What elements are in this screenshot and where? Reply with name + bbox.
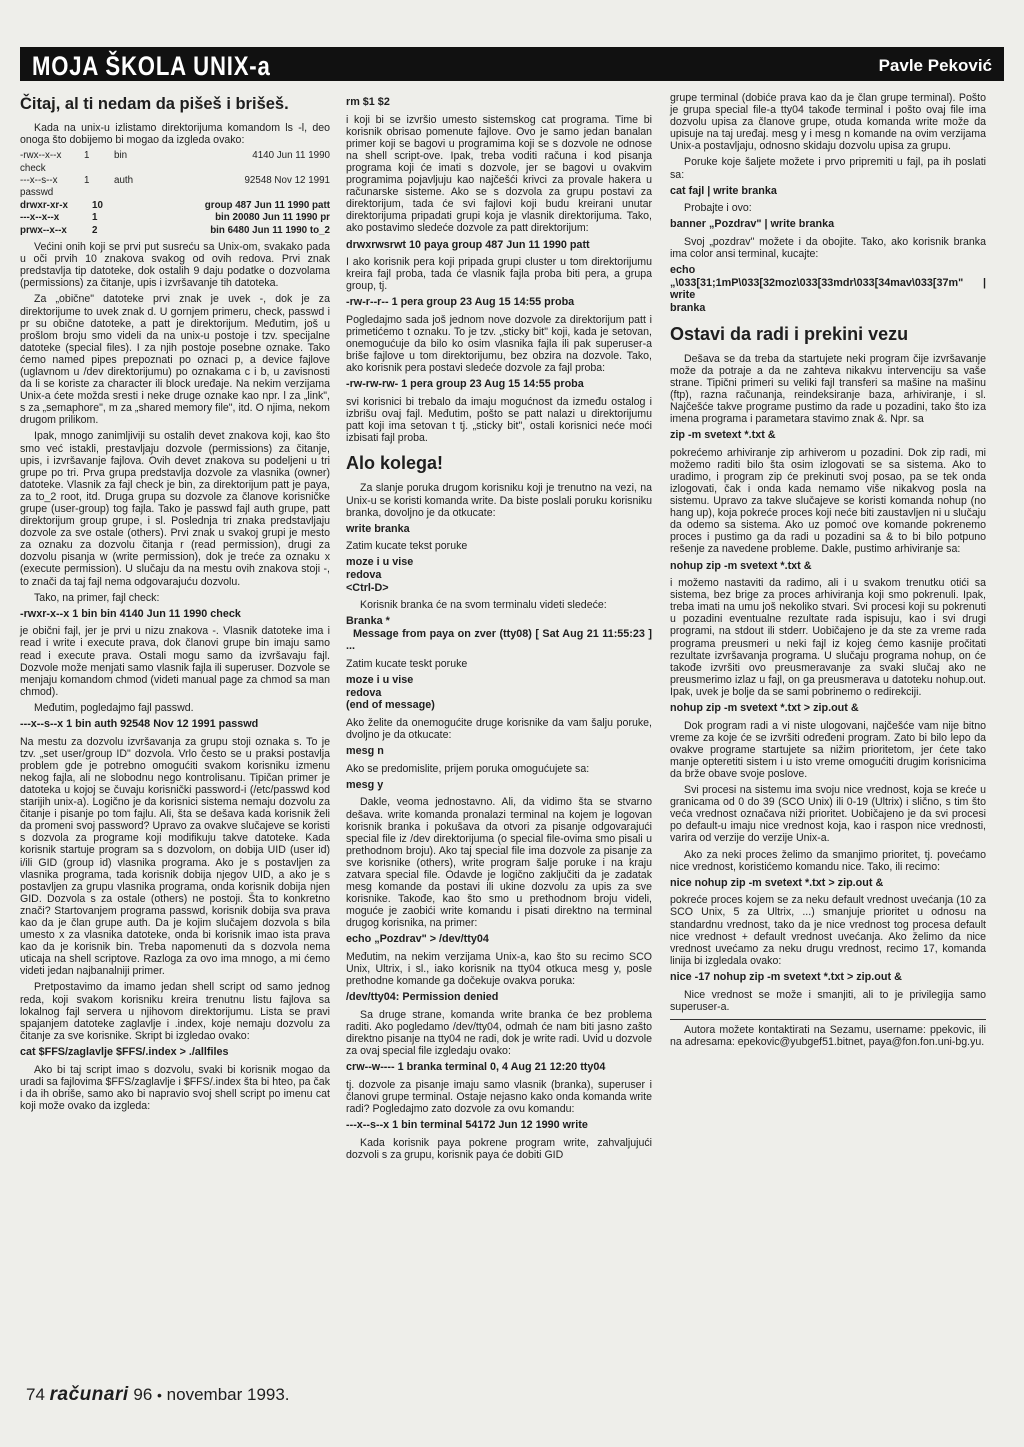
column-1 [20,92,330,1116]
paragraph: Poruke koje šaljete možete i prvo pripremiti u fajl, pa ih poslati sa: [670,156,986,181]
column-3 [670,92,986,1052]
paragraph: i možemo nastaviti da radimo, ali i u svakom trenutku otići sa sistema, bez brige za proces arhiviranja koji smo pokrenuli. Ipak, treba imati na umu još nekoliko stvari. Svi procesi koji su pokrenuti u pozadini eventualne rezultate rada ispisuju, kao i svi drugi programi, na stdout ili stderr. Uobičajeno je da ste za vreme rada programa preusmeri u neki fajl iz kojeg ćemo kasnije pročitati rezultate izvršavanja programa. U slučaju programa nohup, on će takođe izvršiti ovo preusmeravanje za svaki slučaj ako ne preusmerimo izlaz u fajl, on ga preusmerava u datoteku nohup.out. Ipak, uvek je bolje da se sami pobrinemo o redirekciji. [670,577,986,698]
author-name: Pavle Peković [878,56,992,75]
issue-date: novembar 1993. [166,1385,290,1404]
command-example: rm $1 $2 [346,96,390,108]
article-heading: Čitaj, al ti nedam da pišeš i brišeš. [20,95,289,113]
paragraph: je obični fajl, jer je prvi u nizu znakova -. Vlasnik datoteke ima i read i write i execute prava, dok članovi grupe bin imaju samo read i execute prava. Ostali mogu samo da izvršavaju fajl. Dozvole može menjati samo vlasnik fajla ili superuser. Dozvole se menjaju komandom chmod (videti manual page za chmod sa man chmod). [20,625,330,698]
paragraph: grupe terminal (dobiće prava kao da je član grupe terminal). Pošto je grupa special file-a tty04 takođe terminal i pošto ovaj file ima dozvolu upisa za članove grupe, otuda komanda write može da upisuje na taj uređaj. mesg y i mesg n komande na ovim verzijama Unix-a postavljaju, odnosno skidaju dozvolu upisa za grupu. [670,92,986,153]
terminal-output: Branka * Message from paya on zver (tty08) [ Sat Aug 21 11:55:23 ] ... [346,615,652,653]
command-example: echo „\033[31;1mP\033[32moz\033[33mdr\033[34mav\033[37m" | write branka [670,264,986,314]
listing-row: ---x--x--x 1 bin 20080 Jun 11 1990 pr [20,212,330,224]
paragraph: pokreće proces kojem se za neku default vrednost uvećanja (10 za SCO Unix, 5 za Ultrix, ...) smanjuje prioritet u odnosu na standardnu vrednost, tako da je nice vrednost tog procesa default nice vrednost + default vrednost uvećanja. Ako želimo da nice vrednost uvećamo za neku drugu vrednost, recimo 17, komanda linija bi izgledala ovako: [670,894,986,967]
paragraph: Za slanje poruka drugom korisniku koji je trenutno na vezi, na Unix-u se koristi komanda write. Da biste poslali poruku korisniku branka, dovoljno je da otkucate: [346,482,652,519]
paragraph: Zatim kucate tekst poruke [346,540,468,553]
paragraph: Ako bi taj script imao s dozvolu, svaki bi korisnik mogao da uradi sa fajlovima $FFS/zaglavlje i $FFS/.index šta bi hteo, pa čak i da ih obriše, samo ako bi napravio svoj shell script po imenu cat koji može ovako da izgleda: [20,1063,330,1112]
paragraph: Većini onih koji se prvi put susreću sa Unix-om, svakako pada u oči prvih 10 znakova svakog od ovih redova. Prvi znak predstavlja tip datoteke, dok ostalih 9 daju podatke o dozvolama (permissions) za čitanje, upis i izvršavanje tih datoteka. [20,241,330,290]
paragraph: Kada korisnik paya pokrene program write, zahvaljujući dozvoli s za grupu, korisnik paya će dobiti GID [346,1136,652,1161]
paragraph: i koji bi se izvršio umesto sistemskog cat programa. Time bi korisnik obrisao pomenute fajlove. Ovo je samo jedan banalan primer koji se bagovi u programima koji se s dozvole ne odnose na shell script-ove. Ipak, treba voditi računa i kod pisanja programa koji će imati s dozvole, jer se bagovi u ovakvim programima pojavljuju kao najčešći krivci za provale hakera u računarske sisteme. Ako se s dozvola za grupu postavi za direktorijum, tada će svi fajlovi koji budu kreirani unutar direktorijuma pripadati grupi koja je vlasnik direktorijuma. Tako, ako postavimo sledeće dozvole za patt direktorijum: [346,113,652,235]
paragraph: Korisnik branka će na svom terminalu videti sledeće: [360,599,607,612]
command-example: ---x--s--x 1 bin auth 92548 Nov 12 1991 passwd [20,718,259,730]
paragraph: Dakle, veoma jednostavno. Ali, da vidimo šta se stvarno dešava. write komanda pronalazi terminal na kojem je logovan korisnik branka i pokušava da otvori za pisanje odgovarajući special file iz /dev direktorijuma (o special file-ovima smo pisali u prethodnom broju). Ako taj special file ima dozvole za pisanje za sve korisnike (others), write program šalje poruke i na kraju zatvara special file. Odavde je logično zaključiti da je zadatak mesg komande da postavi ili ukine dozvolu za upis za sve korisnike. Takođe, kao što smo u prethodnom broju videli, moguće je zaobići write komandu i pisati direktno na terminal drugog korisnika, na primer: [346,796,652,930]
author-contact-note: Autora možete kontaktirati na Sezamu, username: ppekovic, ili na adresama: epekovic@yubgef51.bitnet, paya@fon.fon.uni-bg.yu. [670,1023,986,1048]
paragraph: Dešava se da treba da startujete neki program čije izvršavanje može da potraje a da ne zahteva nikakvu intervenciju sa vaše strane. Tipični primeri su veliki fajl transferi sa mašine na mašinu (ftp), razna računanja, reindeksiranje baza, arhiviranje, i sl. Najčešće takve programe pustimo da rade u pozadini, tako što iza imena programa i parametara stavimo znak &. Npr. sa [670,352,986,425]
command-example: write branka [346,522,410,535]
series-title: MOJA ŠKOLA UNIX-a [32,51,271,81]
paragraph: I ako korisnik pera koji pripada grupi cluster u tom direktorijumu kreira fajl proba, tada će vlasnik fajla proba biti pera, a grupa group, tj. [346,256,652,293]
command-example: mesg y [346,778,384,791]
listing-row: ---x--s--x 1 auth 92548 Nov 12 1991 [20,175,330,186]
divider [670,1019,986,1020]
paragraph: Svoj „pozdrav" možete i da obojite. Tako, ako korisnik branka ima color ansi terminal, kucajte: [670,235,986,261]
command-example: nohup zip -m svetext *.txt & [670,559,812,572]
command-example: drwxrwsrwt 10 paya group 487 Jun 11 1990 patt [346,238,590,251]
paragraph: Kada na unix-u izlistamo direktorijuma komandom ls -l, deo onoga što dobijemo bi mogao da izgleda ovako: [20,122,330,147]
command-example: crw--w---- 1 branka terminal 0, 4 Aug 21 12:20 tty04 [346,1061,606,1074]
command-example: zip -m svetext *.txt & [670,429,776,442]
paragraph: Sa druge strane, komanda write branka će bez problema raditi. Ako pogledamo /dev/tty04, odmah će nam biti jasno zašto direktno pisanje na tty04 ne radi, dok je write radi. Uvid u dozvole za ovaj special file izgledaju ovako: [346,1008,652,1058]
section-heading: Ostavi da radi i prekini vezu [670,323,909,344]
paragraph: Međutim, pogledajmo fajl passwd. [34,701,194,714]
listing-name: passwd [20,187,54,199]
ls-listing [20,150,330,237]
paragraph: Zatim kucate teskt poruke [346,658,468,671]
paragraph: Svi procesi na sistemu ima svoju nice vrednost, koja se kreće u granicama od 0 do 39 (SCO Unix) ili 0-19 (Ultrix) i slično, s tim što veća vrednost označava niži prioritet. Uobičajeno je da svi procesi po default-u imaju nice vrednost koja, kao i raspon nice vrednosti, varira od verzije do verzije Unix-a. [670,784,986,845]
command-example: nice nohup zip -m svetext *.txt > zip.out & [670,876,884,889]
command-example: nice -17 nohup zip -m svetext *.txt > zip.out & [670,970,902,983]
command-example: cat fajl | write branka [670,184,777,197]
command-example: moze i u vise redova <Ctrl-D> [346,556,414,594]
paragraph: Dok program radi a vi niste ulogovani, najčešće vam nije bitno vreme za koje će se izvršiti određeni program. Zato bi bilo lepo da ovakve programe startujete sa nižim prioritetom, jer ćete tako manje opteretiti sistem i u isto vreme omogućiti drugim korisnicima da brže obave svoje poslove. [670,719,986,780]
command-example: nohup zip -m svetext *.txt > zip.out & [670,702,859,715]
column-2 [346,92,652,1165]
paragraph: Na mestu za dozvolu izvršavanja za grupu stoji oznaka s. To je tzv. „set user/group ID" dozvola. Vrlo često se u praksi postavlja problem gde je potrebno omogućiti svakom korisniku izmenu nekog fajla, ali ne slobodnu nego kontrolisanu. Tipičan primer je datoteka u kojoj se čuvaju korisnički password-i (/etc/passwd kod starijih unix-a). Logično je da korisnici sistema nemaju dozvolu za čitanje i pisanje po tom fajlu. Ali, šta se dešava kada korisnik želi da promeni svoj password? Upravo za ovakve slučajeve se koristi s dozvola za programe koji modifikuju takve datoteke. Kada korisnik startuje program sa s dozvolom, on dobija UID (user id) i/ili GID (group id) vlasnika programa. Ako je s postavljen za vlasnika programa, tada korisnik dobija njegov UID, a ako je s postavljen za grupu vlasnika programa, onda korisnik dobija njen GID. Dozvola s za ostale (others) ne postoji. Šta to konkretno znači? Startovanjem programa passwd, korisnik dobija sva prava kao da je član grupe auth. Da je kojim slučajem dozvola s bila umesto x za vlasnika datoteke, onda bi korisnik imao ista prava kao da je korisnik bin. Treba napomenuti da s dozvola nema uticaja na shell scriptove. Razloga za ovo ima mnogo, a mi ćemo videti jedan najbanalniji primer. [20,735,330,978]
command-example: echo „Pozdrav" > /dev/tty04 [346,933,489,946]
paragraph: Tako, na primer, fajl check: [34,591,160,604]
paragraph: svi korisnici bi trebalo da imaju mogućnost da između ostalog i izbrišu ovaj fajl. Međutim, pošto se patt nalazi u direktorijumu patt koji ima setovan t tj. „sticky bit", ostali korisnici neće moći izbisati fajl proba. [346,396,652,445]
magazine-name: računari [49,1384,129,1405]
command-example: cat $FFS/zaglavlje $FFS/.index > ./allfiles [20,1045,229,1058]
command-example: ---x--s--x 1 bin terminal 54172 Jun 12 1990 write [346,1119,588,1132]
terminal-output: /dev/tty04: Permission denied [346,991,499,1004]
paragraph: Za „obične" datoteke prvi znak je uvek -, dok je za direktorijume to uvek znak d. U gornjem primeru, check, passwd i pr su obične datoteke, a patt je direktorijum. Međutim, još u prošlom broju smo videli da na unix-u postoje i tzv. specijalne datoteke (special files). I za njih postoje posebne oznake. Tako ćemo named pipes prepoznati po oznaci p, a device fajlove (uglavnom u /dev direktorijumu) po oznakama c i b, u zavisnosti da li se koriste za character ili block uređaje. Na nekim verzijama Unix-a ćete možda sresti i neke druge oznake kao npr. l za „link", s za „semaphore", m za „shared memory file", itd. O njima, nekom drugom prilikom. [20,293,330,427]
paragraph: Ako se predomislite, prijem poruka omogućujete sa: [346,762,590,775]
command-example: -rw-r--r-- 1 pera group 23 Aug 15 14:55 proba [346,296,575,309]
page-footer [26,1385,290,1405]
paragraph: Ako želite da onemogućite druge korisnike da vam šalju poruke, dvoljno je da otkucate: [346,716,652,742]
issue-number: 96 [133,1385,153,1404]
page-number: 74 [26,1385,45,1404]
listing-row: -rwx--x--x 1 bin 4140 Jun 11 1990 [20,150,330,162]
paragraph: pokrećemo arhiviranje zip arhiverom u pozadini. Dok zip radi, mi možemo raditi bilo šta osim izlogovati se sa sistema. Ako to uradimo, i program zip će prekinuti svoj posao, pa se tek onda izlogovati, čak i onda kada nemamo više nikakvog posla na sistemu. Upravo za takve slučajeve se koristi komanda nohup (no hang up), koja pokreće proces koji neće biti zaustavljen ni u slučaju da odemo sa sistema. Ako uz pomoć ove komande pokrenemo proces i pustimo ga da radi u pozadini sa & to bi bilo potpuno rešenje za navedene probleme. Dakle, pustimo arhiviranje sa: [670,446,986,556]
terminal-output: moze i u vise redova (end of message) [346,674,435,712]
listing-row: drwxr-xr-x 10 group 487 Jun 11 1990 patt [20,199,330,211]
bullet-separator: • [157,1387,162,1403]
listing-name: check [20,162,46,174]
listing-row: prwx--x--x 2 bin 6480 Jun 11 1990 to_2 [20,224,330,236]
series-header-band [20,47,1004,81]
paragraph: Pretpostavimo da imamo jedan shell script od samo jednog reda, koji svakom korisniku kreira trenutnu listu fajlova sa lokalnog fajl servera u njihovom direktorijumu. Lista se pravi spajanjem datoteke zaglavlje i .index, koje nemaju dozvolu za čitanje za sve korisnike. Skript bi izgledao ovako: [20,981,330,1042]
paragraph: Ipak, mnogo zanimljiviji su ostalih devet znakova koji, kao što smo već istakli, prestavljaju dozvole (permissions) za čitanje, upis, i izvršavanje fajlova. Ovih devet znakova su podeljeni u tri grupe po tri. Prva grupa predstavlja dozvole za vlasnika (owner) datoteke. Vlasnik za fajl check je bin, za direktorijum patt je paya, za to_2 root, itd. Druga grupa su dozvole za članove korisničke grupe (user-group) tog fajla. Tako je passwd fajl auth grupe, patt direktorijum group grupe, i sl. Poslednja tri znaka predstavljaju dozvole za sve ostale (others). Prvi znak u svakoj grupi je mesto za oznaku za dozvolu čitanja r (read permission), drugi za dozvolu pisanja w (write permission), dok je treće za oznaku x (execute permission). U slučaju da na mestu ovih znakova stoji -, to znači da taj fajl nema odgovarajuću dozvolu. [20,430,330,588]
paragraph: tj. dozvole za pisanje imaju samo vlasnik (branka), superuser i članovi grupe terminal. Ostaje nejasno kako onda komanda write radi? Pogledajmo zato dozvole za ovu komandu: [346,1078,652,1116]
command-example: banner „Pozdrav" | write branka [670,218,835,231]
command-example: mesg n [346,745,384,758]
command-example: -rw-rw-rw- 1 pera group 23 Aug 15 14:55 proba [346,378,584,391]
paragraph: Nice vrednost se može i smanjiti, ali to je privilegija samo superuser-a. [670,988,986,1013]
command-example: -rwxr-x--x 1 bin bin 4140 Jun 11 1990 check [20,607,241,620]
paragraph: Pogledajmo sada još jednom nove dozvole za direktorijum patt i primetićemo t oznaku. To je tzv. „sticky bit" koji, kada je setovan, onemogućuje da bilo ko osim vlasnika fajla ili pak superuser-a briše fajlove u tom direktorijumu, bez obzira na dozvole. Tako, ako korisnik pera postavi sledeće dozvole za fajl proba: [346,314,652,375]
section-heading: Alo kolega! [346,453,444,474]
paragraph: Probajte i ovo: [684,202,752,215]
paragraph: Ako za neki proces želimo da smanjimo prioritet, tj. povećamo nice vrednost, koristićemo komandu nice. Tako, ili recimo: [670,848,986,873]
paragraph: Međutim, na nekim verzijama Unix-a, kao što su recimo SCO Unix, Ultrix, i sl., iako korisnik na tty04 otkuca mesg y, posle prethodne komande ga dočekuje ovakva poruka: [346,951,652,988]
